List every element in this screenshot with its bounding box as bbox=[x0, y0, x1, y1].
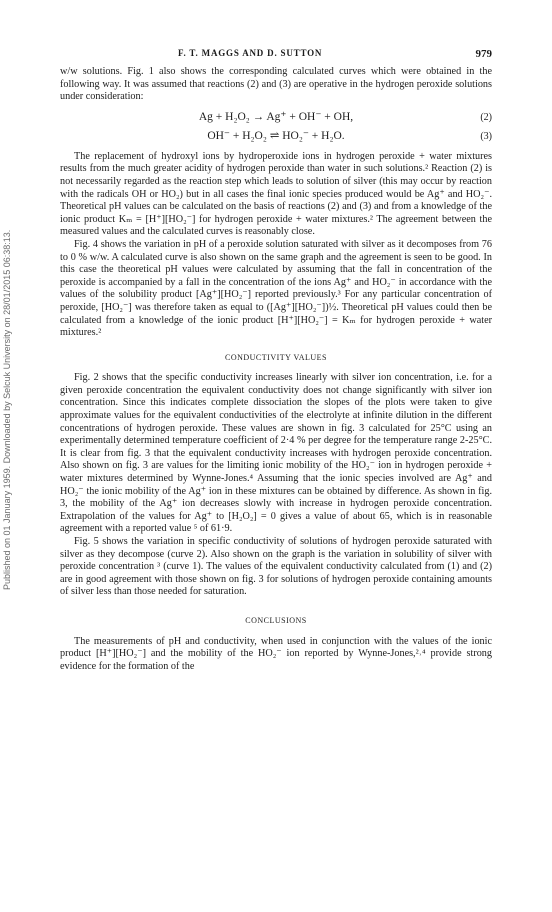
paragraph-ionic-replacement: The replacement of hydroxyl ions by hydroperoxide ions in hydrogen peroxide + water mixtures results from the much greater acidity of hydrogen peroxide than water in such solutions.² Reaction (2) is not necessarily regarded as the reaction step which leads to solution of silver (this may occur by reaction with the radicals OH or HO₂) but in all cases the final ionic species produced would be Ag⁺ and HO₂⁻. Theoretical pH values can be calculated on the basis of reactions (2) and (3) and from a knowledge of the ionic product Kₘ = [H⁺][HO₂⁻] for hydrogen peroxide + water mixtures.² The agreement between the measured values and the calculated curves is reasonably close. bbox=[60, 150, 492, 238]
download-notice: Published on 01 January 1959. Downloaded by Selcuk University on 28/01/2015 06:38:13. bbox=[2, 229, 12, 590]
equation-expression: Ag + H₂O₂ → Ag⁺ + OH⁻ + OH, bbox=[198, 110, 354, 123]
equation-3 bbox=[60, 127, 492, 146]
publication-sidebar bbox=[2, 170, 16, 590]
equation-number: (2) bbox=[480, 111, 492, 123]
equation-2 bbox=[60, 108, 492, 127]
page-number: 979 bbox=[475, 48, 492, 60]
running-head: F. T. MAGGS AND D. SUTTON bbox=[178, 48, 323, 58]
section-heading-conclusions: CONCLUSIONS bbox=[245, 615, 307, 625]
section-heading-conductivity: CONDUCTIVITY VALUES bbox=[224, 352, 328, 362]
paragraph-fig5: Fig. 5 shows the variation in specific conductivity of solutions of hydrogen peroxide saturated with silver as they decompose (curve 2). Also shown on the graph is the variation in solubility of silver with peroxide concentration ³ (curve 1). The values of the equivalent conductivity calculated from (1) and (2) are in good agreement with those shown on fig. 3 for solutions of hydrogen peroxide containing amounts of silver less than those needed for saturation. bbox=[60, 536, 492, 598]
intro-paragraph: w/w solutions. Fig. 1 also shows the corresponding calculated curves which were obtained in the following way. It was assumed that reactions (2) and (3) are operative in the hydrogen peroxide solutions under consideration: bbox=[60, 66, 492, 103]
paragraph-conclusions: The measurements of pH and conductivity, when used in conjunction with the values of the ionic product [H⁺][HO₂⁻] and the mobility of the HO₂⁻ ion reported by Wynne-Jones,²˒⁴ provide strong evidence for the formation of the bbox=[60, 635, 492, 672]
equation-number: (3) bbox=[480, 130, 492, 142]
paragraph-fig2-fig3: Fig. 2 shows that the specific conductivity increases linearly with silver ion concentration, i.e. for a given peroxide concentration the equivalent conductivity does not change significantly with silver ion concentration. Since this indicates complete dissociation the slopes of the plots were taken to give approximate values for the equivalent conductivities of the electrolyte at infinite dilution in the different concentrations of hydrogen peroxide. These values are shown in fig. 3 calculated for 25°C using an experimentally determined temperature coefficient of 2·4 % per degree for the temperature range 2-25°C. It is clear from fig. 3 that the equivalent conductivity increases with hydrogen peroxide concentration. Also shown on fig. 3 are values for the limiting ionic mobility of the HO₂⁻ ion in hydrogen peroxide + water mixtures determined by Wynne-Jones.⁴ Assuming that the ionic species involved are Ag⁺ and HO₂⁻ the ionic mobility of the Ag⁺ ion in these mixtures can be obtained by difference. As shown in fig. 3, the mobility of the Ag⁺ ion decreases slowly with increase in hydrogen peroxide concentration. Extrapolation of the values for Ag⁺ to [H₂O₂] = 0 gives a value of about 65, which is in reasonable agreement with a reported value ⁵ of 61·9. bbox=[60, 372, 492, 535]
paragraph-fig4: Fig. 4 shows the variation in pH of a peroxide solution saturated with silver as it decomposes from 76 to 0 % w/w. A calculated curve is also shown on the same graph and the agreement is seen to be good. In this case the theoretical pH values were calculated by assuming that the fall in concentration of the peroxide is accompanied by a fall in the concentration of the ions Ag⁺ and HO₂⁻ in accordance with the values of the solubility product [Ag⁺][HO₂⁻] reported previously.³ For any particular concentration of peroxide, [HO₂⁻] was therefore taken as equal to ([Ag⁺][HO₂⁻])½. Theoretical pH values could then be calculated from a knowledge of the ionic product [H⁺][HO₂⁻] = Kₘ for hydrogen peroxide + water mixtures.² bbox=[60, 238, 492, 339]
equation-expression: OH⁻ + H₂O₂ ⇌ HO₂⁻ + H₂O. bbox=[207, 129, 345, 142]
article-body bbox=[60, 66, 492, 673]
page-header bbox=[60, 48, 492, 62]
